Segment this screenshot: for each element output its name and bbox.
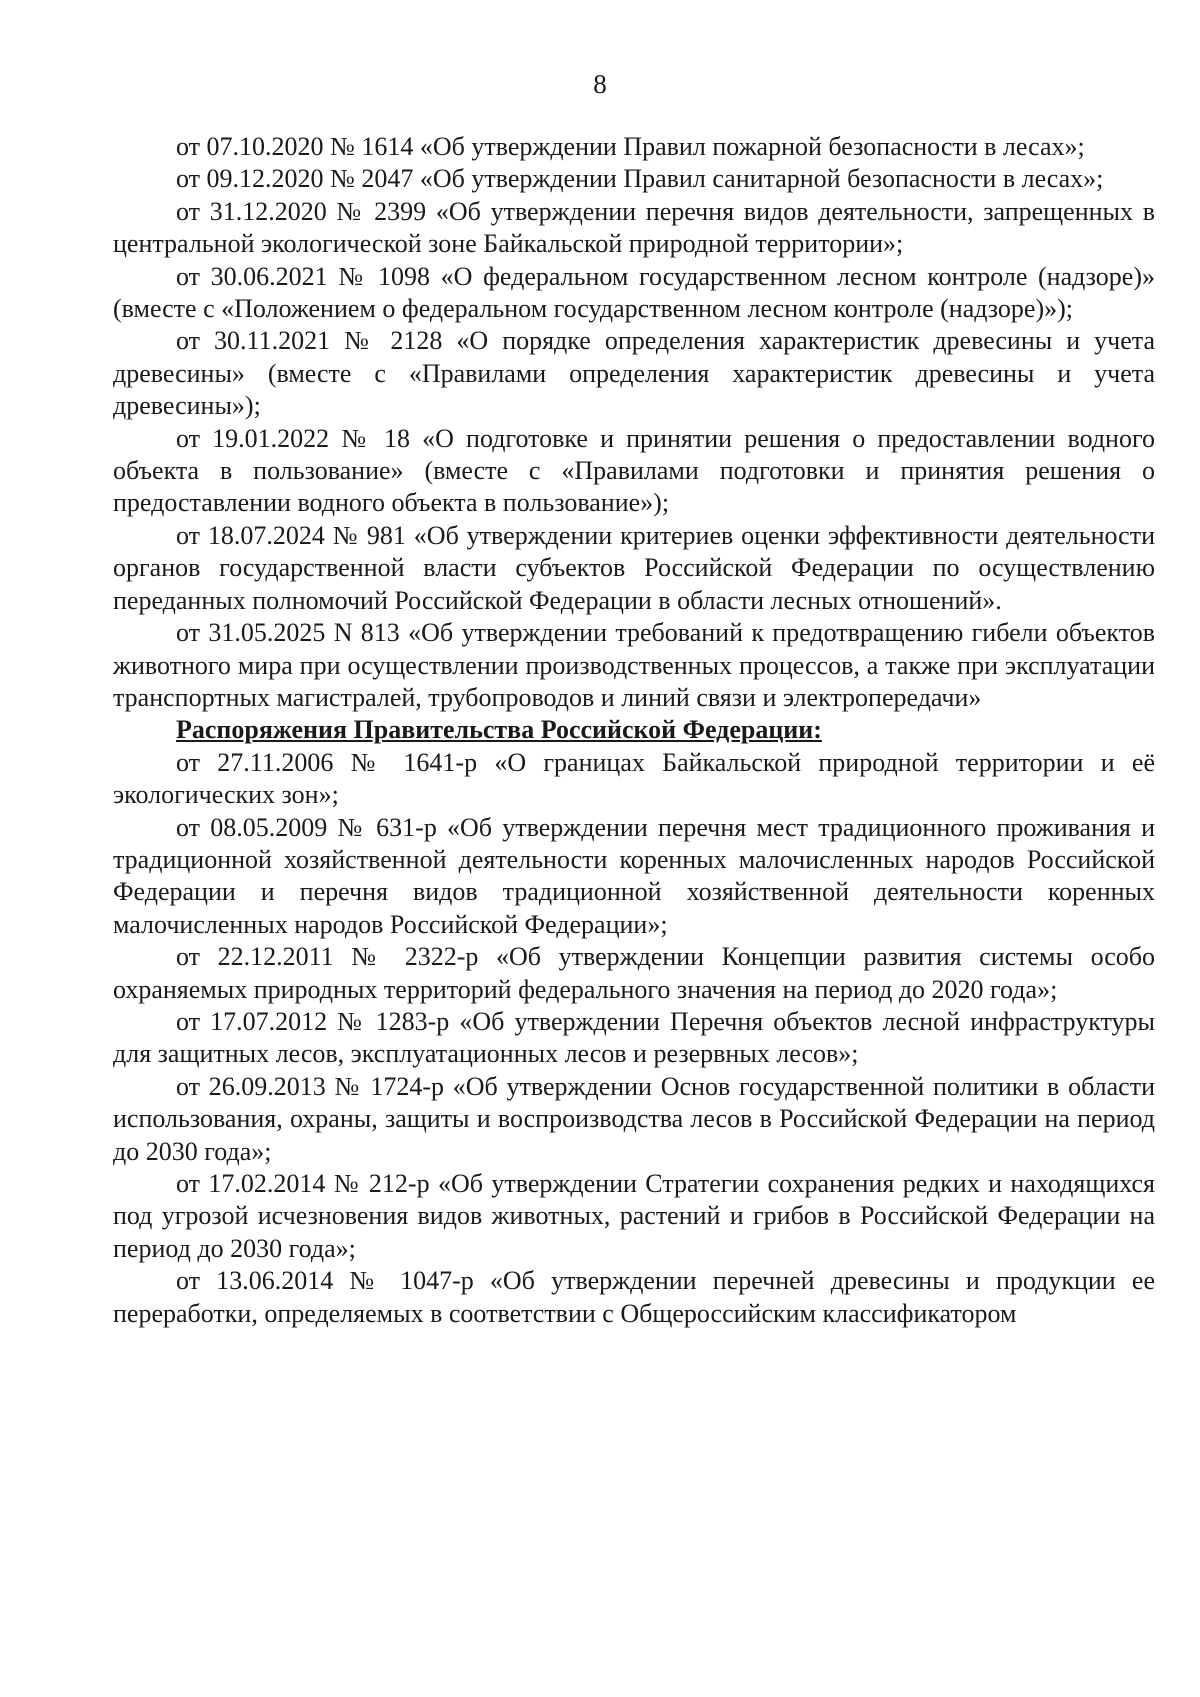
- order-item: от 17.07.2012 № 1283-р «Об утверждении Перечня объектов лесной инфраструктуры для защитных лесов, эксплуатационных лесов и резервных лесов»;: [113, 1006, 1155, 1069]
- order-item: от 17.02.2014 № 212-р «Об утверждении Стратегии сохранения редких и находящихся под угрозой исчезновения видов животных, растений и грибов в Российской Федерации на период до 2030 года»;: [113, 1169, 1155, 1263]
- page-number: 8: [593, 69, 607, 99]
- order-item: от 27.11.2006 № 1641-р «О границах Байкальской природной территории и её экологических зон»;: [113, 747, 1155, 810]
- document-body: [113, 131, 1155, 1330]
- resolution-item: от 31.05.2025 N 813 «Об утверждении требований к предотвращению гибели объектов животного мира при осуществлении производственных процессов, а также при эксплуатации транспортных магистралей, трубопроводов и линий связи и электропередачи»: [113, 618, 1155, 712]
- order-item: от 22.12.2011 № 2322-р «Об утверждении Концепции развития системы особо охраняемых природных территорий федерального значения на период до 2020 года»;: [113, 942, 1155, 1004]
- resolution-item: от 31.12.2020 № 2399 «Об утверждении перечня видов деятельности, запрещенных в центральной экологической зоне Байкальской природной территории»;: [113, 196, 1155, 259]
- resolution-item: от 18.07.2024 № 981 «Об утверждении критериев оценки эффективности деятельности органов государственной власти субъектов Российской Федерации по осуществлению переданных полномочий Российской Федерации в области лесных отношений».: [113, 520, 1155, 615]
- order-item: от 26.09.2013 № 1724-р «Об утверждении Основ государственной политики в области использования, охраны, защиты и воспроизводства лесов в Российской Федерации на период до 2030 года»;: [113, 1071, 1155, 1166]
- resolution-item: от 07.10.2020 № 1614 «Об утверждении Правил пожарной безопасности в лесах»;: [176, 132, 1085, 161]
- order-item: от 08.05.2009 № 631-р «Об утверждении перечня мест традиционного проживания и традиционной хозяйственной деятельности коренных малочисленных народов Российской Федерации и перечня видов традиционной хозяйственной деятельности коренных малочисленных народов Российской Федерации»;: [113, 812, 1155, 939]
- resolution-item: от 30.11.2021 № 2128 «О порядке определения характеристик древесины и учета древесины» (вместе с «Правилами определения характеристик древесины и учета древесины»);: [113, 326, 1155, 421]
- resolution-item: от 09.12.2020 № 2047 «Об утверждении Правил санитарной безопасности в лесах»;: [176, 164, 1104, 194]
- order-item: от 13.06.2014 № 1047-р «Об утверждении перечней древесины и продукции ее переработки, определяемых в соответствии с Общероссийским классификатором: [113, 1266, 1155, 1328]
- resolution-item: от 30.06.2021 № 1098 «О федеральном государственном лесном контроле (надзоре)» (вместе с «Положением о федеральном государственном лесном контроле (надзоре)»);: [113, 261, 1155, 324]
- orders-section-heading: Распоряжения Правительства Российской Федерации:: [176, 715, 822, 745]
- resolution-item: от 19.01.2022 № 18 «О подготовке и принятии решения о предоставлении водного объекта в пользование» (вместе с «Правилами подготовки и принятия решения о предоставлении водного объекта в пользование»);: [113, 423, 1155, 518]
